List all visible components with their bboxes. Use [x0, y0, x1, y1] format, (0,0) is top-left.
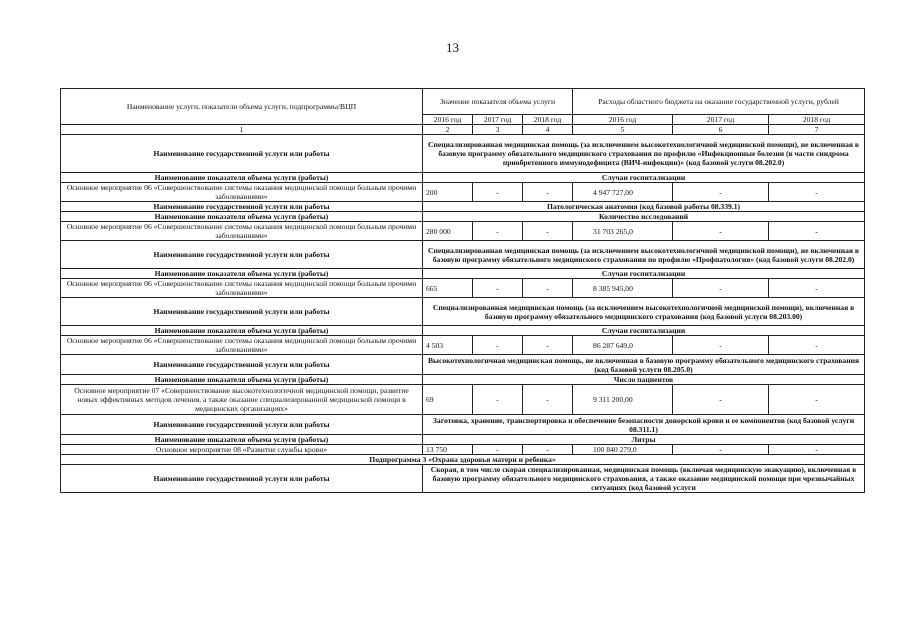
volume-2017: - — [473, 385, 523, 415]
service-description: Заготовка, хранение, транспортировка и обеспечение безопасности донорской крови и ее компонентов (код базовой услуги 08.311.1) — [423, 415, 865, 435]
indicator-name-label: Наименование показателя объема услуги (работы) — [61, 326, 423, 336]
table-row — [61, 202, 865, 212]
volume-2018: - — [523, 183, 573, 202]
expense-2018: - — [769, 445, 865, 455]
volume-2016: 13 750 — [423, 445, 473, 455]
expense-2016: 31 703 265,0 — [573, 222, 673, 241]
table-row — [61, 415, 865, 435]
table-row — [61, 445, 865, 455]
indicator-name-label: Наименование показателя объема услуги (работы) — [61, 173, 423, 183]
page-number: 13 — [446, 40, 459, 55]
table-row — [61, 336, 865, 355]
column-number: 5 — [573, 125, 673, 135]
table-row — [61, 269, 865, 279]
expense-2016: 8 385 945,00 — [573, 279, 673, 298]
indicator-value: Случаи госпитализации — [423, 173, 865, 183]
indicator-value: Количество исследований — [423, 212, 865, 222]
expense-2018: - — [769, 336, 865, 355]
year-header: 2016 год — [573, 115, 673, 125]
column-number: 6 — [673, 125, 769, 135]
volume-2017: - — [473, 445, 523, 455]
volume-2016: 280 000 — [423, 222, 473, 241]
header-expenses: Расходы областного бюджета на оказание государственной услуги, рублей — [573, 89, 865, 115]
expense-2018: - — [769, 279, 865, 298]
service-name-label: Наименование государственной услуги или работы — [61, 298, 423, 326]
table-row — [61, 375, 865, 385]
volume-2017: - — [473, 336, 523, 355]
table-row — [61, 183, 865, 202]
column-number: 4 — [523, 125, 573, 135]
service-description: Высокотехнологичная медицинская помощь, не включенная в базовую программу обязательного медицинского страхования (код базовой услуги 08.205.0) — [423, 355, 865, 375]
table-row — [61, 385, 865, 415]
indicator-value: Случаи госпитализации — [423, 326, 865, 336]
volume-2017: - — [473, 183, 523, 202]
year-header: 2017 год — [473, 115, 523, 125]
service-description: Специализированная медицинская помощь (за исключением высокотехнологичной медицинской помощи), включенная в базовую программу обязательного медицинского страхования (код базовой услуги 08.203.00) — [423, 298, 865, 326]
table-row — [61, 212, 865, 222]
expense-2016: 100 840 279,0 — [573, 445, 673, 455]
indicator-value: Случаи госпитализации — [423, 269, 865, 279]
expense-2018: - — [769, 385, 865, 415]
indicator-name-label: Наименование показателя объема услуги (работы) — [61, 375, 423, 385]
volume-2018: - — [523, 385, 573, 415]
volume-2016: 665 — [423, 279, 473, 298]
service-name-label: Наименование государственной услуги или работы — [61, 135, 423, 173]
expense-2017: - — [673, 222, 769, 241]
indicator-name-label: Наименование показателя объема услуги (работы) — [61, 435, 423, 445]
table-row — [61, 135, 865, 173]
measure-name: Основное мероприятие 08 «Развитие службы крови» — [61, 445, 423, 455]
measure-name: Основное мероприятие 06 «Совершенствование системы оказания медицинской помощи больным прочими заболеваниями» — [61, 336, 423, 355]
expense-2017: - — [673, 385, 769, 415]
service-description: Патологическая анатомия (код базовой работы 08.339.1) — [423, 202, 865, 212]
table-row — [61, 465, 865, 493]
expense-2016: 86 287 649,0 — [573, 336, 673, 355]
service-description: Скорая, в том числе скорая специализированная, медицинская помощь (включая медицинскую эвакуацию), включенная в базовую программу обязательного медицинского страхования, а также оказание медицинской помощи при чрезвычайных ситуациях (код базовой услуги — [423, 465, 865, 493]
volume-2016: 200 — [423, 183, 473, 202]
volume-2018: - — [523, 279, 573, 298]
service-description: Специализированная медицинская помощь (за исключением высокотехнологичной медицинской помощи), не включенная в базовую программу обязательного медицинского страхования по профилю «Профпатология» (код базовой услуги 08.202.0) — [423, 241, 865, 269]
table-row — [61, 326, 865, 336]
measure-name: Основное мероприятие 06 «Совершенствование системы оказания медицинской помощи больным прочими заболеваниями» — [61, 222, 423, 241]
table-row — [61, 355, 865, 375]
header-name: Наименование услуги, показатели объема услуги, подпрограммы/ВЦП — [61, 89, 423, 125]
expense-2017: - — [673, 336, 769, 355]
measure-name: Основное мероприятие 06 «Совершенствование системы оказания медицинской помощи больным прочими заболеваниями» — [61, 183, 423, 202]
indicator-name-label: Наименование показателя объема услуги (работы) — [61, 212, 423, 222]
measure-name: Основное мероприятие 06 «Совершенствование системы оказания медицинской помощи больным прочими заболеваниями» — [61, 279, 423, 298]
volume-2016: 4 503 — [423, 336, 473, 355]
year-header: 2017 год — [673, 115, 769, 125]
year-header: 2018 год — [523, 115, 573, 125]
expense-2017: - — [673, 445, 769, 455]
table-row — [61, 222, 865, 241]
column-number: 1 — [61, 125, 423, 135]
service-name-label: Наименование государственной услуги или работы — [61, 465, 423, 493]
header-volume: Значение показателя объема услуги — [423, 89, 573, 115]
year-header: 2018 год — [769, 115, 865, 125]
service-name-label: Наименование государственной услуги или работы — [61, 355, 423, 375]
table-row — [61, 298, 865, 326]
column-number: 2 — [423, 125, 473, 135]
expense-2017: - — [673, 183, 769, 202]
year-header: 2016 год — [423, 115, 473, 125]
volume-2018: - — [523, 336, 573, 355]
expense-2017: - — [673, 279, 769, 298]
expense-2018: - — [769, 222, 865, 241]
volume-2018: - — [523, 445, 573, 455]
indicator-value: Литры — [423, 435, 865, 445]
service-description: Специализированная медицинская помощь (за исключением высокотехнологичной медицинской помощи), не включенная в базовую программу обязательного медицинского страхования по профилю «Инфекционные болезни (в части синдрома приобретенного иммунодефицита (ВИЧ-инфекции)» (код базовой услуги 08.202.0) — [423, 135, 865, 173]
subprogram-title: Подпрограмма 3 «Охрана здоровья матери и ребенка» — [61, 455, 865, 465]
table-row — [61, 241, 865, 269]
table-row — [61, 173, 865, 183]
indicator-name-label: Наименование показателя объема услуги (работы) — [61, 269, 423, 279]
indicator-value: Число пациентов — [423, 375, 865, 385]
volume-2017: - — [473, 222, 523, 241]
expense-2018: - — [769, 183, 865, 202]
service-name-label: Наименование государственной услуги или работы — [61, 241, 423, 269]
budget-table — [60, 88, 865, 493]
column-number: 7 — [769, 125, 865, 135]
expense-2016: 9 311 200,00 — [573, 385, 673, 415]
table-row — [61, 435, 865, 445]
volume-2018: - — [523, 222, 573, 241]
measure-name: Основное мероприятие 07 «Совершенствование высокотехнологичной медицинской помощи, развитие новых эффективных методов лечения, а также оказание специализированной медицинской помощи в медицинских организациях» — [61, 385, 423, 415]
service-name-label: Наименование государственной услуги или работы — [61, 415, 423, 435]
service-name-label: Наименование государственной услуги или работы — [61, 202, 423, 212]
volume-2016: 69 — [423, 385, 473, 415]
volume-2017: - — [473, 279, 523, 298]
expense-2016: 4 947 727,00 — [573, 183, 673, 202]
table-row — [61, 279, 865, 298]
table-row — [61, 455, 865, 465]
column-number: 3 — [473, 125, 523, 135]
